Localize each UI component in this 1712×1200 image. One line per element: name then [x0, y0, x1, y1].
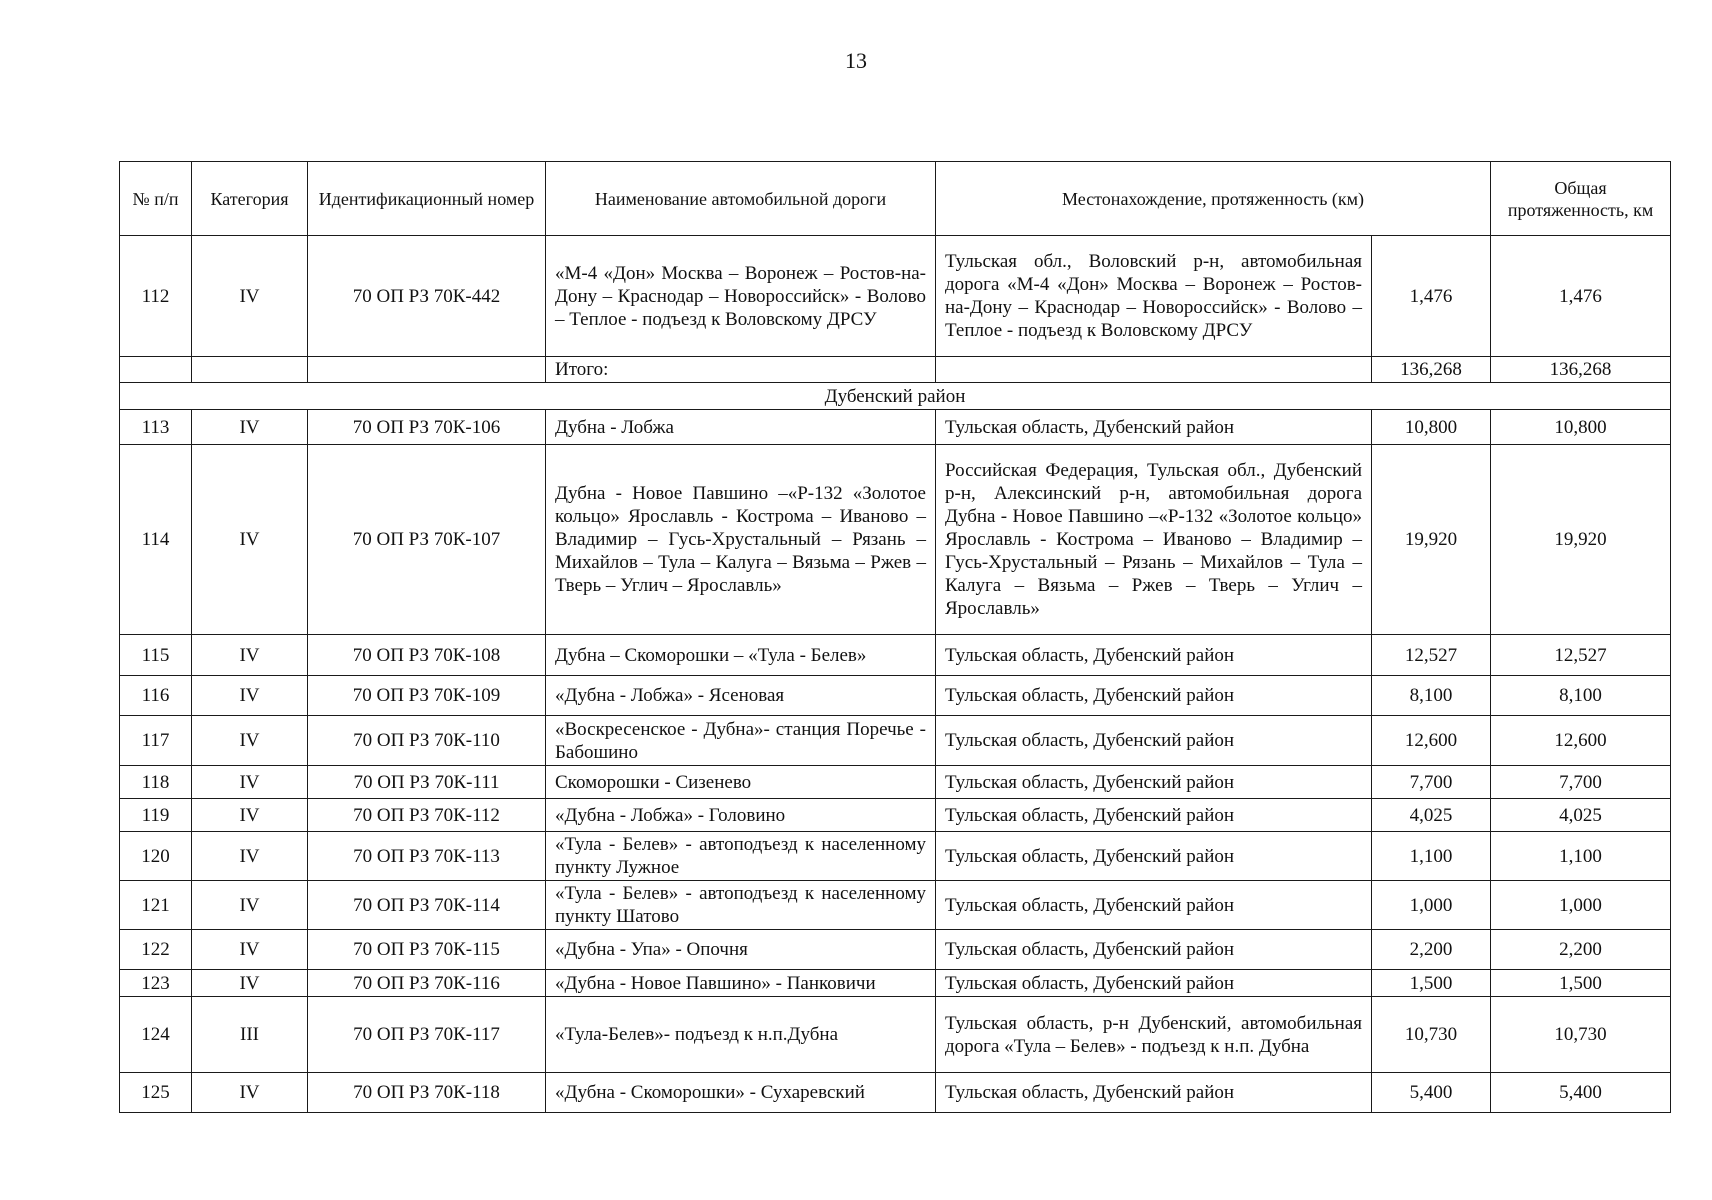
row-total: 5,400	[1491, 1073, 1671, 1113]
district-rows	[120, 410, 1671, 1113]
row-id: 70 ОП РЗ 70К-116	[308, 970, 546, 997]
row-location: Тульская область, Дубенский район	[936, 930, 1372, 970]
row-length: 5,400	[1372, 1073, 1491, 1113]
row-category: IV	[192, 676, 308, 716]
row-road-name: «Тула - Белев» - автоподъезд к населенному пункту Лужное	[546, 832, 936, 881]
table-row	[120, 799, 1671, 832]
table-row	[120, 930, 1671, 970]
row-location: Тульская область, Дубенский район	[936, 766, 1372, 799]
row-road-name: Дубна - Новое Павшино –«Р-132 «Золотое кольцо» Ярославль - Кострома – Иваново – Владимир – Гусь-Хрустальный – Рязань – Михайлов – Тула – Калуга – Вязьма – Ржев – Тверь – Углич – Ярославль»	[546, 445, 936, 635]
subtotal-total: 136,268	[1491, 357, 1671, 383]
row-road-name: «Дубна - Лобжа» - Ясеновая	[546, 676, 936, 716]
row-category: III	[192, 997, 308, 1073]
row-location: Тульская область, Дубенский район	[936, 799, 1372, 832]
table-row	[120, 997, 1671, 1073]
row-total: 1,000	[1491, 881, 1671, 930]
row-location: Тульская область, Дубенский район	[936, 1073, 1372, 1113]
row-category: IV	[192, 236, 308, 357]
row-road-name: «Дубна - Новое Павшино» - Панковичи	[546, 970, 936, 997]
roads-table	[119, 161, 1671, 1113]
row-location: Российская Федерация, Тульская обл., Дубенский р-н, Алексинский р-н, автомобильная дорога Дубна - Новое Павшино –«Р-132 «Золотое кольцо» Ярославль - Кострома – Иваново – Владимир – Гусь-Хрустальный – Рязань – Михайлов – Тула – Калуга – Вязьма – Ржев – Тверь – Углич – Ярославль»	[936, 445, 1372, 635]
row-category: IV	[192, 970, 308, 997]
row-location: Тульская область, Дубенский район	[936, 676, 1372, 716]
row-num: 125	[120, 1073, 192, 1113]
row-length: 1,476	[1372, 236, 1491, 357]
row-total: 8,100	[1491, 676, 1671, 716]
row-road-name: «Тула - Белев» - автоподъезд к населенному пункту Шатово	[546, 881, 936, 930]
table-row	[120, 832, 1671, 881]
row-category: IV	[192, 766, 308, 799]
row-road-name: «Дубна - Скоморошки» - Сухаревский	[546, 1073, 936, 1113]
row-location: Тульская область, Дубенский район	[936, 410, 1372, 445]
row-total: 4,025	[1491, 799, 1671, 832]
row-num: 112	[120, 236, 192, 357]
row-id: 70 ОП РЗ 70К-110	[308, 716, 546, 766]
row-total: 19,920	[1491, 445, 1671, 635]
col-header-category: Категория	[192, 162, 308, 236]
row-total: 1,476	[1491, 236, 1671, 357]
page-number: 13	[845, 48, 867, 73]
row-road-name: «М-4 «Дон» Москва – Воронеж – Ростов-на-Дону – Краснодар – Новороссийск» - Волово – Теплое - подъезд к Воловскому ДРСУ	[546, 236, 936, 357]
row-total: 10,800	[1491, 410, 1671, 445]
row-id: 70 ОП РЗ 70К-118	[308, 1073, 546, 1113]
table-row	[120, 635, 1671, 676]
row-total: 1,100	[1491, 832, 1671, 881]
subtotal-empty	[120, 357, 192, 383]
row-length: 1,100	[1372, 832, 1491, 881]
row-location: Тульская область, Дубенский район	[936, 716, 1372, 766]
row-total: 2,200	[1491, 930, 1671, 970]
table-row	[120, 445, 1671, 635]
table-row	[120, 970, 1671, 997]
row-num: 117	[120, 716, 192, 766]
table-row	[120, 881, 1671, 930]
row-id: 70 ОП РЗ 70К-107	[308, 445, 546, 635]
row-total: 10,730	[1491, 997, 1671, 1073]
row-length: 12,600	[1372, 716, 1491, 766]
row-category: IV	[192, 832, 308, 881]
row-id: 70 ОП РЗ 70К-117	[308, 997, 546, 1073]
table-row	[120, 236, 1671, 357]
row-total: 12,600	[1491, 716, 1671, 766]
subtotal-empty	[308, 357, 546, 383]
row-num: 114	[120, 445, 192, 635]
table-row	[120, 676, 1671, 716]
row-num: 118	[120, 766, 192, 799]
col-header-name: Наименование автомобильной дороги	[546, 162, 936, 236]
row-num: 116	[120, 676, 192, 716]
row-total: 1,500	[1491, 970, 1671, 997]
col-header-num: № п/п	[120, 162, 192, 236]
row-id: 70 ОП РЗ 70К-106	[308, 410, 546, 445]
row-num: 115	[120, 635, 192, 676]
row-num: 123	[120, 970, 192, 997]
row-road-name: «Воскресенское - Дубна»- станция Поречье - Бабошино	[546, 716, 936, 766]
row-length: 10,730	[1372, 997, 1491, 1073]
row-location: Тульская область, Дубенский район	[936, 881, 1372, 930]
row-category: IV	[192, 930, 308, 970]
row-length: 7,700	[1372, 766, 1491, 799]
row-length: 1,500	[1372, 970, 1491, 997]
row-length: 10,800	[1372, 410, 1491, 445]
col-header-total: Общая протяженность, км	[1491, 162, 1671, 236]
subtotal-label: Итого:	[546, 357, 936, 383]
row-num: 113	[120, 410, 192, 445]
table-row	[120, 766, 1671, 799]
row-total: 7,700	[1491, 766, 1671, 799]
row-id: 70 ОП РЗ 70К-109	[308, 676, 546, 716]
row-location: Тульская область, Дубенский район	[936, 970, 1372, 997]
row-length: 4,025	[1372, 799, 1491, 832]
row-category: IV	[192, 799, 308, 832]
row-num: 124	[120, 997, 192, 1073]
row-road-name: Дубна – Скоморошки – «Тула - Белев»	[546, 635, 936, 676]
row-category: IV	[192, 410, 308, 445]
row-length: 2,200	[1372, 930, 1491, 970]
row-road-name: «Дубна - Упа» - Опочня	[546, 930, 936, 970]
row-num: 120	[120, 832, 192, 881]
subtotal-row	[120, 357, 1671, 383]
row-category: IV	[192, 881, 308, 930]
row-road-name: «Тула-Белев»- подъезд к н.п.Дубна	[546, 997, 936, 1073]
row-id: 70 ОП РЗ 70К-113	[308, 832, 546, 881]
district-header-row	[120, 383, 1671, 410]
row-num: 122	[120, 930, 192, 970]
row-category: IV	[192, 445, 308, 635]
col-header-id: Идентификационный номер	[308, 162, 546, 236]
row-location: Тульская область, р-н Дубенский, автомобильная дорога «Тула – Белев» - подъезд к н.п. Дубна	[936, 997, 1372, 1073]
row-length: 1,000	[1372, 881, 1491, 930]
row-road-name: Дубна - Лобжа	[546, 410, 936, 445]
col-header-location: Местонахождение, протяженность (км)	[936, 162, 1491, 236]
row-category: IV	[192, 635, 308, 676]
row-id: 70 ОП РЗ 70К-114	[308, 881, 546, 930]
row-id: 70 ОП РЗ 70К-112	[308, 799, 546, 832]
row-num: 121	[120, 881, 192, 930]
row-category: IV	[192, 1073, 308, 1113]
row-id: 70 ОП РЗ 70К-442	[308, 236, 546, 357]
district-title: Дубенский район	[120, 383, 1671, 410]
subtotal-empty	[936, 357, 1372, 383]
row-location: Тульская область, Дубенский район	[936, 635, 1372, 676]
row-id: 70 ОП РЗ 70К-115	[308, 930, 546, 970]
row-id: 70 ОП РЗ 70К-111	[308, 766, 546, 799]
row-total: 12,527	[1491, 635, 1671, 676]
row-length: 8,100	[1372, 676, 1491, 716]
subtotal-empty	[192, 357, 308, 383]
row-location: Тульская обл., Воловский р-н, автомобильная дорога «М-4 «Дон» Москва – Воронеж – Ростов-на-Дону – Краснодар – Новороссийск» - Волово – Теплое - подъезд к Воловскому ДРСУ	[936, 236, 1372, 357]
row-length: 19,920	[1372, 445, 1491, 635]
row-road-name: «Дубна - Лобжа» - Головино	[546, 799, 936, 832]
row-id: 70 ОП РЗ 70К-108	[308, 635, 546, 676]
row-road-name: Скоморошки - Сизенево	[546, 766, 936, 799]
table-row	[120, 1073, 1671, 1113]
table-row	[120, 716, 1671, 766]
table-row	[120, 410, 1671, 445]
row-location: Тульская область, Дубенский район	[936, 832, 1372, 881]
row-category: IV	[192, 716, 308, 766]
row-length: 12,527	[1372, 635, 1491, 676]
table-header-row	[120, 162, 1671, 236]
row-num: 119	[120, 799, 192, 832]
subtotal-length: 136,268	[1372, 357, 1491, 383]
